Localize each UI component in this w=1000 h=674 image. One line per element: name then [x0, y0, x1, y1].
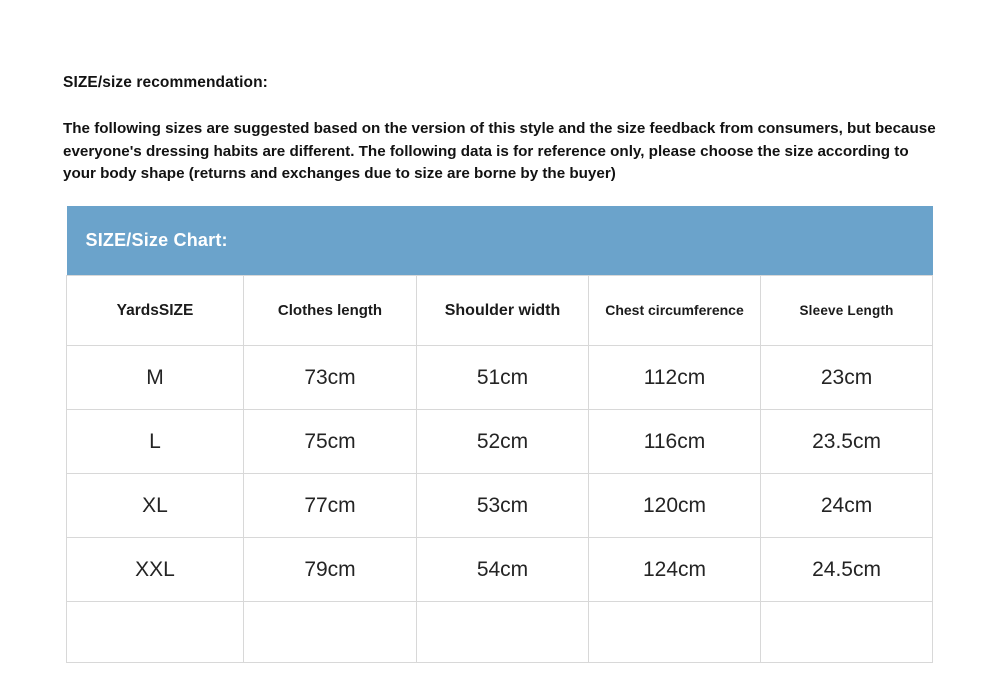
intro-paragraph: The following sizes are suggested based on the version of this style and the size feedback from consumers, but because everyone's dressing habits are different. The following data is for reference only, please choose the size according to your body shape (returns and exchanges due to size are borne by the buyer): [63, 120, 936, 182]
cell-shoulder-width: 52cm: [417, 410, 589, 474]
cell-size: M: [67, 346, 244, 410]
column-header-yards-size: YardsSIZE: [67, 276, 244, 346]
cell-size: [67, 602, 244, 663]
table-title-band: [67, 206, 933, 276]
cell-size: XXL: [67, 538, 244, 602]
column-header-clothes-length: Clothes length: [244, 276, 417, 346]
cell-size: L: [67, 410, 244, 474]
cell-shoulder-width: 51cm: [417, 346, 589, 410]
cell-size: XL: [67, 474, 244, 538]
page-title: SIZE/size recommendation:: [63, 74, 268, 91]
column-header-shoulder-width: Shoulder width: [417, 276, 589, 346]
table-row: [67, 474, 933, 538]
table-row: [67, 410, 933, 474]
table-row: [67, 602, 933, 663]
cell-clothes-length: 77cm: [244, 474, 417, 538]
table-header-row: [67, 276, 933, 346]
cell-chest-circumference: [589, 602, 761, 663]
table-title: SIZE/Size Chart:: [67, 206, 933, 276]
cell-chest-circumference: 120cm: [589, 474, 761, 538]
cell-sleeve-length: 24.5cm: [761, 538, 933, 602]
column-header-chest-circumference: Chest circumference: [589, 276, 761, 346]
cell-clothes-length: 73cm: [244, 346, 417, 410]
cell-chest-circumference: 112cm: [589, 346, 761, 410]
cell-chest-circumference: 124cm: [589, 538, 761, 602]
cell-sleeve-length: [761, 602, 933, 663]
cell-clothes-length: [244, 602, 417, 663]
column-header-sleeve-length: Sleeve Length: [761, 276, 933, 346]
cell-shoulder-width: 54cm: [417, 538, 589, 602]
cell-sleeve-length: 24cm: [761, 474, 933, 538]
size-chart-table: [66, 206, 933, 663]
cell-shoulder-width: [417, 602, 589, 663]
cell-clothes-length: 75cm: [244, 410, 417, 474]
cell-sleeve-length: 23.5cm: [761, 410, 933, 474]
cell-chest-circumference: 116cm: [589, 410, 761, 474]
cell-shoulder-width: 53cm: [417, 474, 589, 538]
table-row: [67, 538, 933, 602]
table-row: [67, 346, 933, 410]
cell-sleeve-length: 23cm: [761, 346, 933, 410]
cell-clothes-length: 79cm: [244, 538, 417, 602]
